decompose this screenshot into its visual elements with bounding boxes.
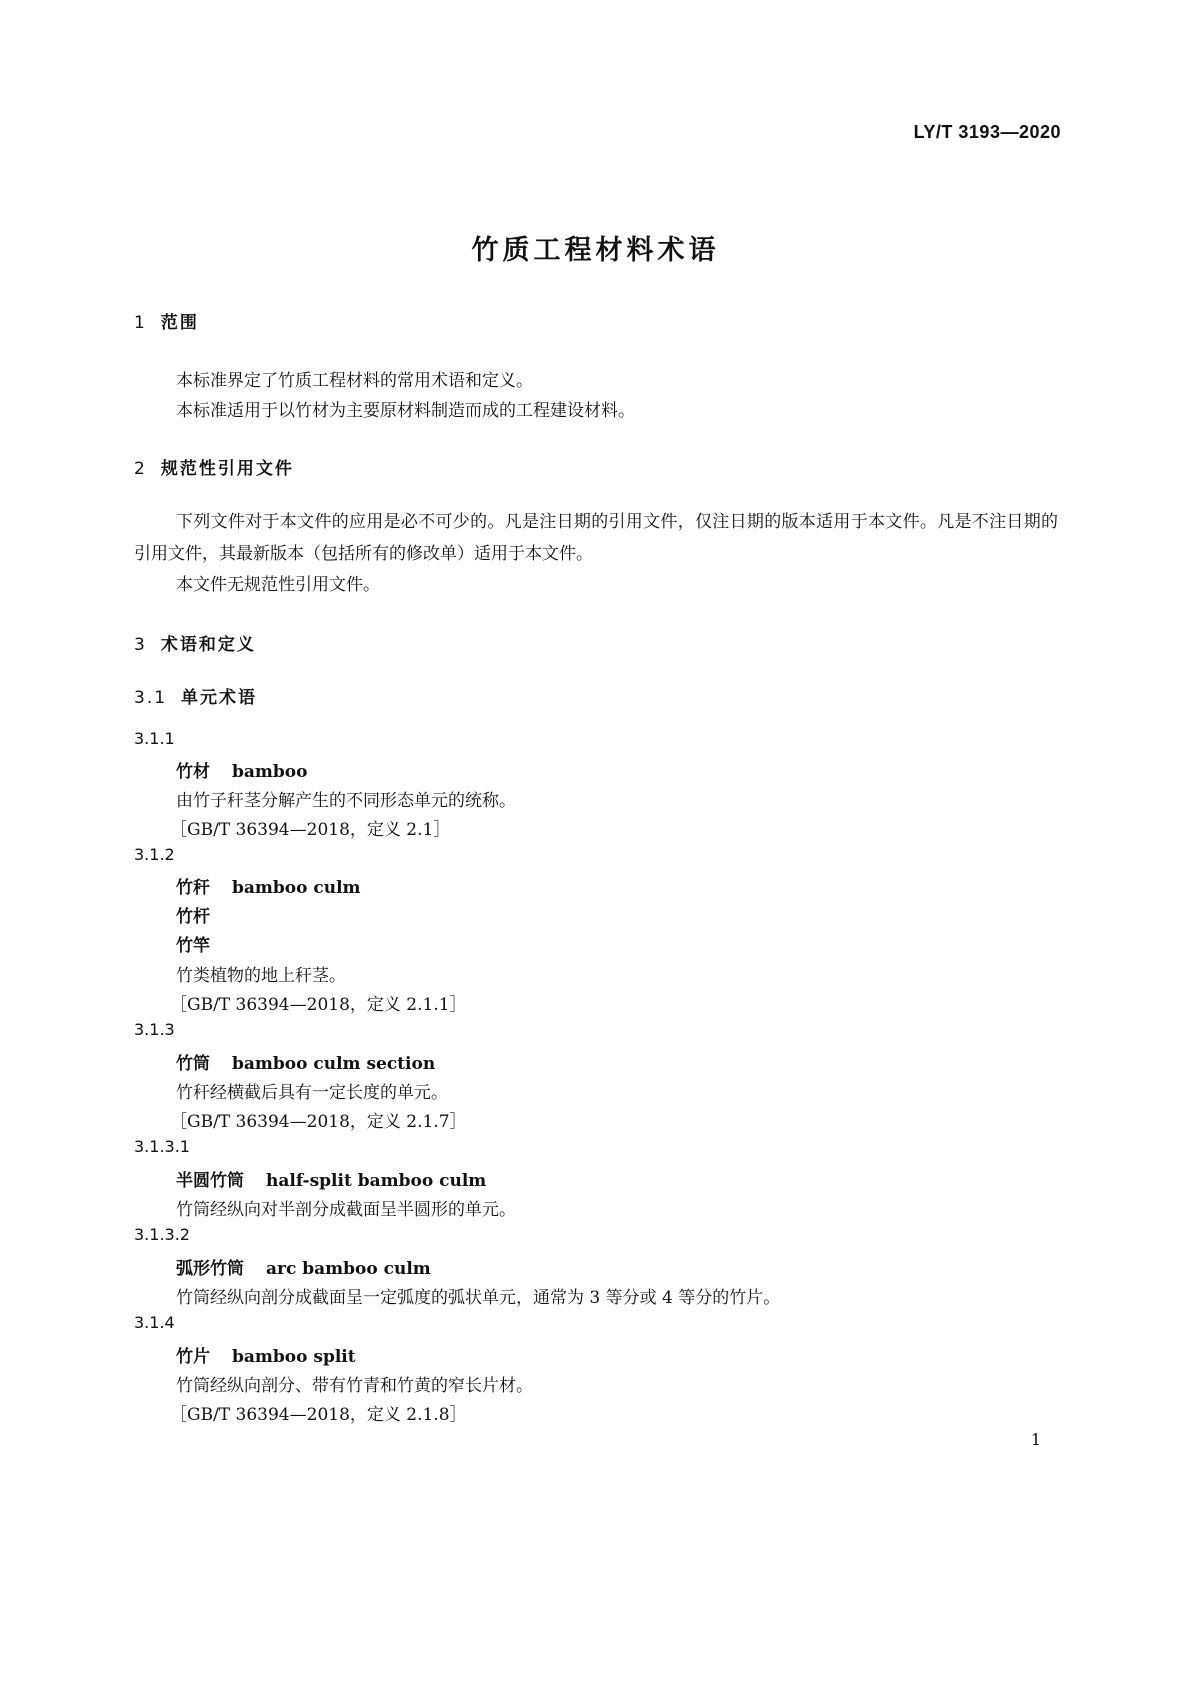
term-name-zh: 半圆竹筒 <box>176 1171 244 1191</box>
term-number: 3.1.3 <box>134 1020 175 1039</box>
section-heading-scope <box>134 308 199 333</box>
term-name-zh: 竹材 <box>176 762 210 782</box>
term-name-zh: 竹片 <box>176 1347 210 1367</box>
term-number: 3.1.1 <box>134 729 175 748</box>
term-name <box>176 1049 435 1074</box>
term-name <box>176 1342 356 1367</box>
term-name-en: arc bamboo culm <box>266 1259 431 1279</box>
term-name-en: bamboo culm <box>232 878 361 898</box>
term-name-zh: 竹秆 <box>176 878 210 898</box>
section-title: 范围 <box>160 313 199 333</box>
term-name <box>176 757 307 782</box>
term-name <box>176 1254 431 1279</box>
standard-code: LY/T 3193—2020 <box>913 122 1061 142</box>
term-definition: 竹筒经纵向剖分成截面呈一定弧度的弧状单元，通常为 3 等分或 4 等分的竹片。 <box>176 1288 781 1308</box>
term-definition: 竹筒经纵向剖分、带有竹青和竹黄的窄长片材。 <box>176 1376 533 1396</box>
document-title: 竹质工程材料术语 <box>471 235 720 266</box>
term-number: 3.1.3.1 <box>134 1137 190 1156</box>
section-title: 规范性引用文件 <box>160 459 294 479</box>
term-source: ［GB/T 36394—2018，定义 2.1.8］ <box>170 1405 467 1425</box>
paragraph: 本标准适用于以竹材为主要原材料制造而成的工程建设材料。 <box>176 401 635 421</box>
term-name-en: bamboo split <box>232 1347 356 1367</box>
term-name <box>176 873 361 898</box>
term-definition: 竹秆经横截后具有一定长度的单元。 <box>176 1083 448 1103</box>
term-name-en: bamboo <box>232 762 308 782</box>
term-name-en: half-split bamboo culm <box>266 1171 487 1191</box>
term-synonym: 竹竿 <box>176 936 210 956</box>
term-source: ［GB/T 36394—2018，定义 2.1］ <box>170 820 451 840</box>
term-name <box>176 1166 486 1191</box>
term-definition: 竹筒经纵向对半剖分成截面呈半圆形的单元。 <box>176 1200 516 1220</box>
term-synonym: 竹杆 <box>176 907 210 927</box>
term-source: ［GB/T 36394—2018，定义 2.1.7］ <box>170 1112 467 1132</box>
subsection-heading-unit-terms <box>134 683 257 708</box>
section-title: 单元术语 <box>181 688 258 708</box>
section-number: 1 <box>134 313 147 333</box>
section-number: 3 <box>134 635 147 655</box>
term-definition: 竹类植物的地上秆茎。 <box>176 966 346 986</box>
paragraph: 本标准界定了竹质工程材料的常用术语和定义。 <box>176 371 533 391</box>
section-title: 术语和定义 <box>160 635 256 655</box>
term-definition: 由竹子秆茎分解产生的不同形态单元的统称。 <box>176 791 516 811</box>
section-number: 3.1 <box>134 688 168 708</box>
term-number: 3.1.2 <box>134 845 175 864</box>
paragraph: 本文件无规范性引用文件。 <box>176 575 380 595</box>
term-name-en: bamboo culm section <box>232 1054 436 1074</box>
section-heading-terms <box>134 630 256 655</box>
term-source: ［GB/T 36394—2018，定义 2.1.1］ <box>170 995 467 1015</box>
term-name-zh: 弧形竹筒 <box>176 1259 244 1279</box>
term-name-zh: 竹筒 <box>176 1054 210 1074</box>
section-number: 2 <box>134 459 147 479</box>
paragraph: 下列文件对于本文件的应用是必不可少的。凡是注日期的引用文件，仅注日期的版本适用于本文件。凡是不注日期的引用文件，其最新版本（包括所有的修改单）适用于本文件。 <box>134 512 1058 564</box>
section-heading-references <box>134 454 294 479</box>
term-number: 3.1.3.2 <box>134 1225 190 1244</box>
term-number: 3.1.4 <box>134 1313 175 1332</box>
page-number: 1 <box>1030 1430 1041 1449</box>
